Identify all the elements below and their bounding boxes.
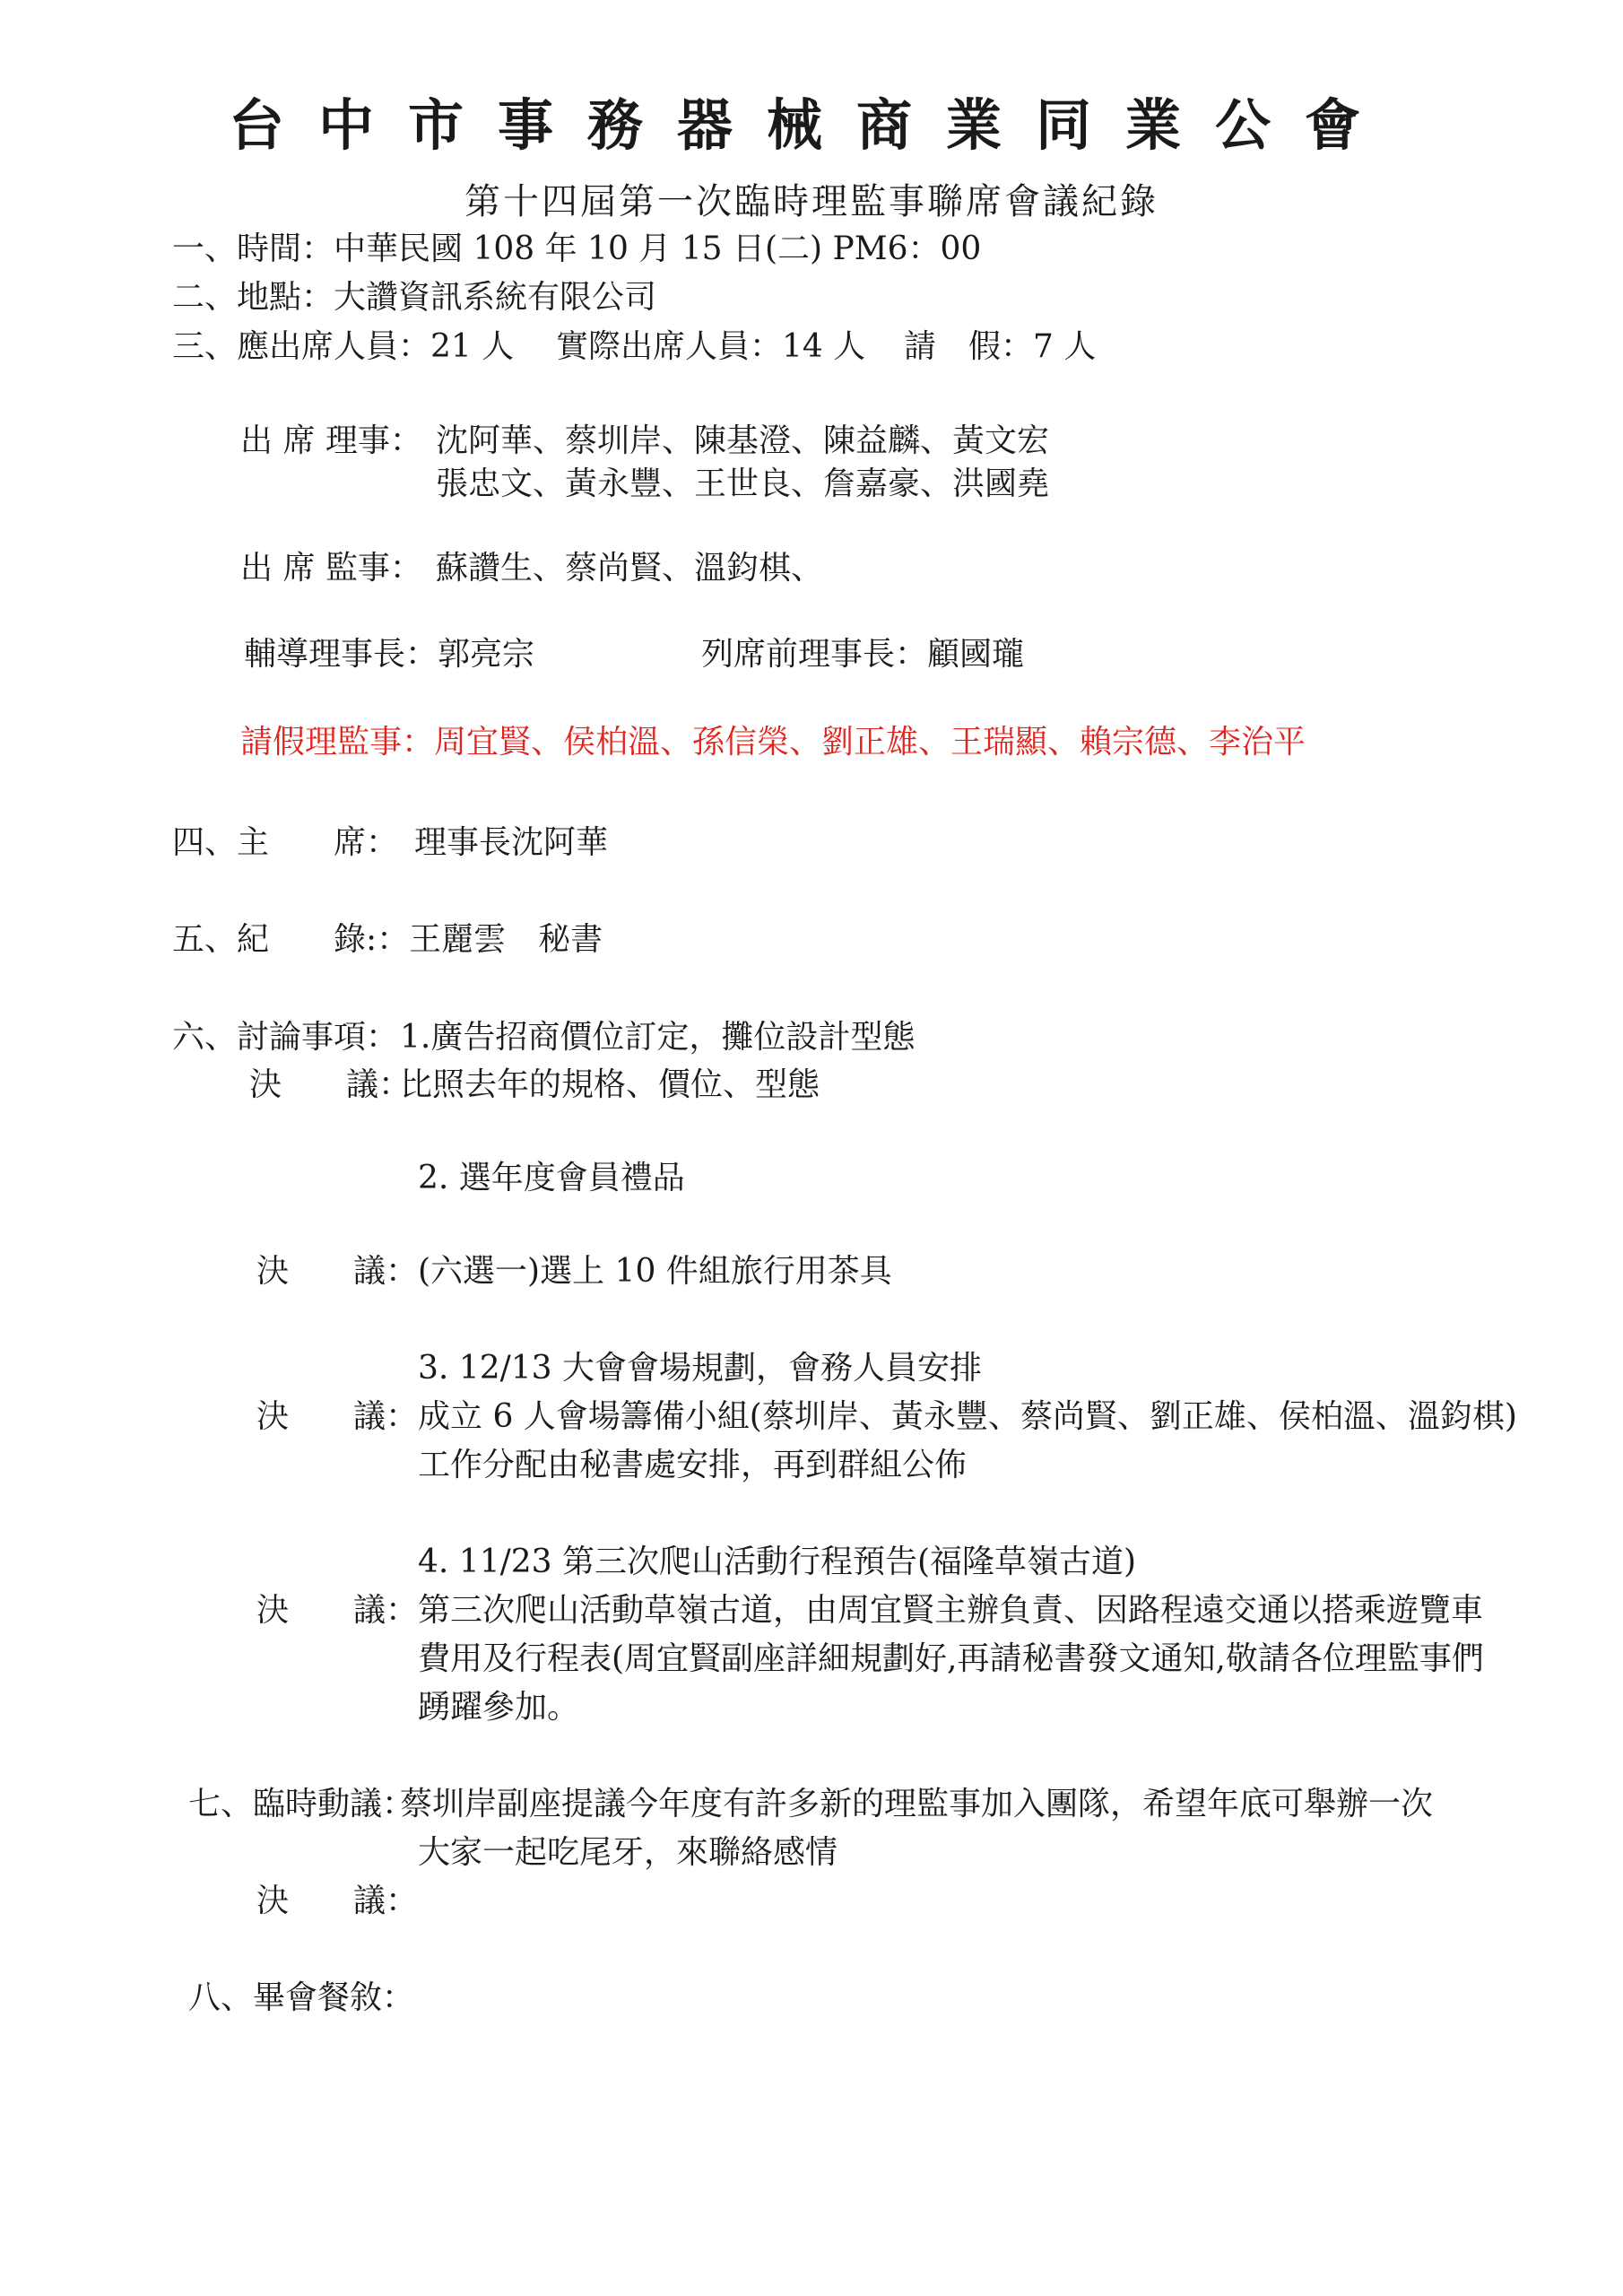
resolution-3-line1: 成立 6 人會場籌備小組(蔡圳岸、黃永豐、蔡尚賢、劉正雄、侯柏溫、溫鈞棋) [418, 1398, 1517, 1435]
attendance-actual: 實際出席人員：14 人 [556, 328, 866, 365]
motion-text-line2: 大家一起吃尾牙，來聯絡感情 [418, 1834, 838, 1871]
supervisors-label: 出 席 監事： [240, 550, 422, 587]
resolution-1: 比照去年的規格、價位、型態 [400, 1066, 820, 1103]
resolution-label: 決 議： [256, 1398, 419, 1435]
motions-heading: 七、臨時動議： [188, 1786, 415, 1822]
attendance-expected: 三、應出席人員：21 人 [172, 328, 515, 365]
motion-text-line1: 蔡圳岸副座提議今年度有許多新的理監事加入團隊，希望年底可舉辦一次 [400, 1786, 1434, 1822]
motion-resolution-label: 決 議： [256, 1883, 419, 1919]
discussion-topic-1: 1.廣告招商價位訂定，攤位設計型態 [400, 1019, 916, 1056]
meeting-title: 第十四屆第一次臨時理監事聯席會議紀錄 [464, 181, 1159, 222]
resolution-3-line2: 工作分配由秘書處安排，再到群組公佈 [418, 1447, 968, 1483]
resolution-label: 決 議： [256, 1592, 419, 1629]
on-leave-members: 請假理監事：周宜賢、侯柏溫、孫信榮、劉正雄、王瑞顯、賴宗德、李治平 [240, 724, 1306, 761]
closing-heading: 八、畢會餐敘： [188, 1979, 415, 2016]
directors-list-line1: 沈阿華、蔡圳岸、陳基澄、陳益麟、黃文宏 [436, 422, 1050, 459]
attendance-leave: 請 假：7 人 [904, 328, 1097, 365]
resolution-label: 決 議： [256, 1253, 419, 1290]
discussion-heading: 六、討論事項： [172, 1019, 399, 1056]
discussion-topic-3: 3. 12/13 大會會場規劃，會務人員安排 [418, 1350, 982, 1387]
supervisors-list: 蘇讚生、蔡尚賢、溫鈞棋、 [436, 550, 824, 587]
advisor-chairman: 輔導理事長：郭亮宗 [244, 636, 535, 673]
meeting-place: 二、地點：大讚資訊系統有限公司 [172, 279, 657, 316]
resolution-4-line2: 費用及行程表(周宜賢副座詳細規劃好,再請秘書發文通知,敬請各位理監事們 [418, 1640, 1484, 1677]
resolution-4-line1: 第三次爬山活動草嶺古道，由周宜賢主辦負責、因路程遠交通以搭乘遊覽車 [418, 1592, 1484, 1629]
resolution-4-line3: 踴躍參加。 [418, 1689, 580, 1726]
meeting-chair: 四、主 席： 理事長沈阿華 [172, 824, 609, 861]
resolution-2: (六選一)選上 10 件組旅行用茶具 [418, 1253, 892, 1290]
directors-label: 出 席 理事： [240, 422, 422, 459]
meeting-time: 一、時間：中華民國 108 年 10 月 15 日(二) PM6：00 [172, 230, 982, 267]
resolution-label: 決 議： [249, 1066, 412, 1103]
organization-title: 台中市事務器械商業同業公會 [228, 92, 1394, 158]
meeting-recorder: 五、紀 錄:：王麗雲 秘書 [172, 921, 603, 958]
discussion-topic-4: 4. 11/23 第三次爬山活動行程預告(福隆草嶺古道) [418, 1544, 1137, 1580]
discussion-topic-2: 2. 選年度會員禮品 [418, 1160, 685, 1196]
directors-list-line2: 張忠文、黃永豐、王世良、詹嘉豪、洪國堯 [436, 465, 1050, 502]
former-chairman: 列席前理事長：顧國瓏 [701, 636, 1025, 673]
